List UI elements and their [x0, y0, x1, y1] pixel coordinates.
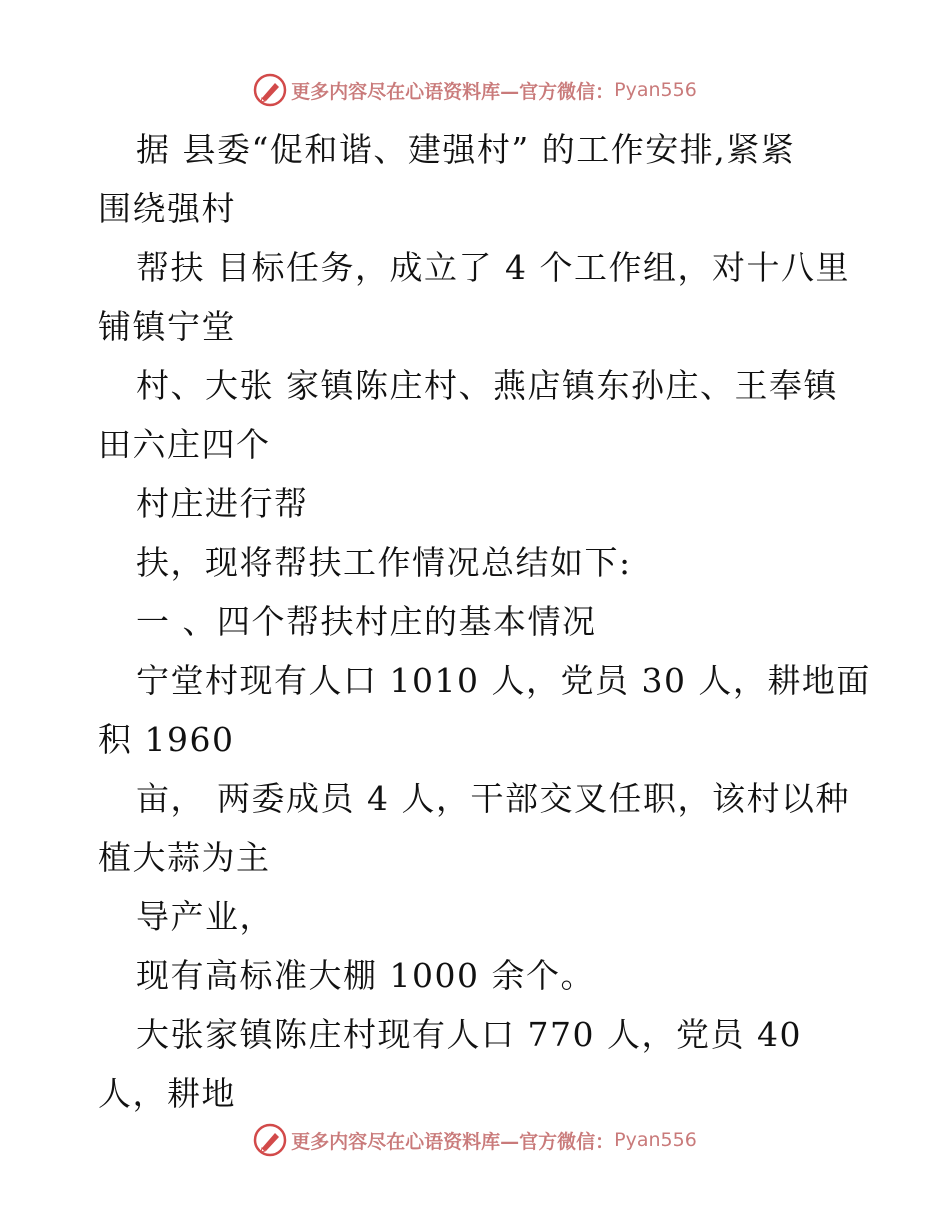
body-line: 导产业，: [136, 897, 274, 936]
body-line: 村庄进行帮: [136, 484, 309, 523]
footer-banner: [0, 1120, 950, 1160]
footer-banner-handle: Pyan556: [614, 1129, 697, 1151]
body-line: 铺镇宁堂: [98, 307, 236, 346]
body-line: 围绕强村: [98, 189, 236, 228]
body-line: 人，耕地: [98, 1074, 236, 1113]
body-line: 现有高标准大棚 1000 余个。: [136, 956, 595, 995]
pen-logo-icon: [253, 1123, 287, 1157]
body-line: 据 县委“促和谐、建强村” 的工作安排,紧紧: [136, 130, 796, 169]
document-body: [98, 120, 878, 1123]
body-line: 植大蒜为主: [98, 838, 271, 877]
body-line: 扶，现将帮扶工作情况总结如下:: [136, 543, 632, 582]
body-line: 田六庄四个: [98, 425, 271, 464]
body-line: 帮扶 目标任务，成立了 4 个工作组，对十八里: [136, 248, 850, 287]
header-banner: [0, 70, 950, 110]
header-banner-text: 更多内容尽在心语资料库—官方微信：: [291, 80, 615, 103]
section-heading: 一 、四个帮扶村庄的基本情况: [136, 602, 597, 641]
header-banner-handle: Pyan556: [614, 79, 697, 101]
body-line: 村、大张 家镇陈庄村、燕店镇东孙庄、王奉镇: [136, 366, 838, 405]
body-line: 积 1960: [98, 720, 235, 759]
body-line: 宁堂村现有人口 1010 人，党员 30 人，耕地面: [136, 661, 871, 700]
body-line: 亩， 两委成员 4 人，干部交叉任职，该村以种: [136, 779, 850, 818]
pen-logo-icon: [253, 73, 287, 107]
body-line: 大张家镇陈庄村现有人口 770 人，党员 40: [136, 1015, 802, 1054]
footer-banner-text: 更多内容尽在心语资料库—官方微信：: [291, 1130, 615, 1153]
